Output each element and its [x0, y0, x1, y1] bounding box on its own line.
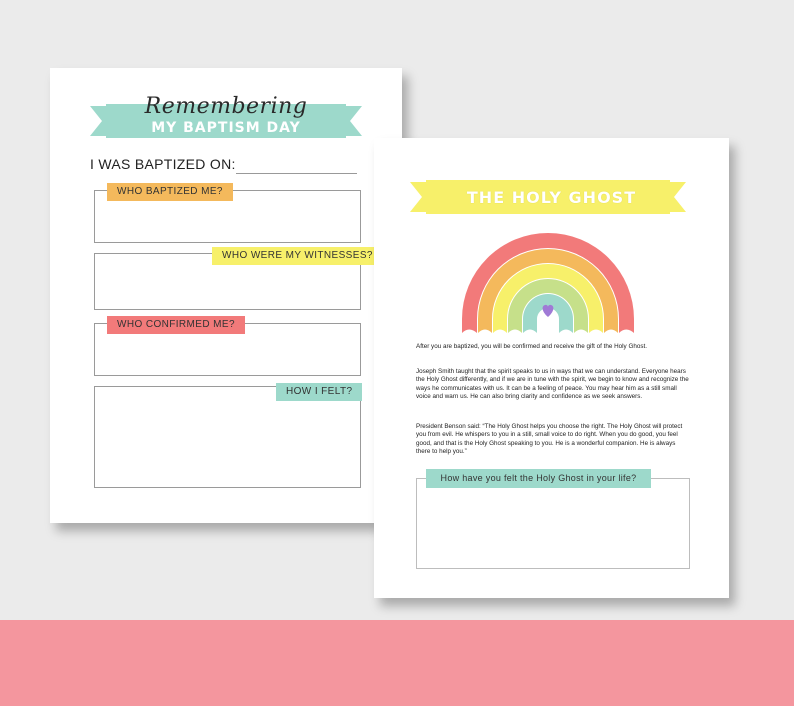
question-tag: How have you felt the Holy Ghost in your life?	[426, 469, 651, 488]
how-i-felt-tag: HOW I FELT?	[276, 383, 362, 401]
baptism-day-banner-text: MY BAPTISM DAY	[151, 120, 301, 136]
holy-ghost-banner-text: THE HOLY GHOST	[466, 188, 637, 207]
holy-ghost-answer-box[interactable]	[416, 478, 690, 569]
how-i-felt-box[interactable]	[94, 386, 361, 488]
intro-paragraph: After you are baptized, you will be confirmed and receive the gift of the Holy Ghost.	[416, 343, 648, 350]
pink-footer-band	[0, 620, 794, 706]
baptized-on-label: I WAS BAPTIZED ON:	[90, 156, 236, 172]
holy-ghost-page	[374, 138, 729, 598]
baptism-day-page	[50, 68, 402, 523]
who-confirmed-tag: WHO CONFIRMED ME?	[107, 316, 245, 334]
baptized-date-line[interactable]	[236, 173, 357, 174]
joseph-smith-paragraph: Joseph Smith taught that the spirit speaks to us in ways that we can understand. Everyone hears the Holy Ghost differently, and if we are in tune with the spirit, we begin to know and recognize the ways he communicates with us. It can be a feeling of peace. You may hear him as a still small voice and warn us. He can also bring clarity and confidence as we seek answers.	[416, 368, 689, 401]
rainbow-icon	[462, 233, 634, 333]
witnesses-tag: WHO WERE MY WITNESSES?	[212, 247, 383, 265]
president-benson-paragraph: President Benson said: “The Holy Ghost helps you choose the right. The Holy Ghost will protect you from evil. He whispers to you in a still, small voice to do right. When you do good, you feel good, and that is the Holy Ghost speaking to you. He is a wonderful companion. He is always there to help you.”	[416, 423, 683, 456]
who-baptized-tag: WHO BAPTIZED ME?	[107, 183, 233, 201]
remembering-script-title: Remembering	[144, 94, 308, 119]
